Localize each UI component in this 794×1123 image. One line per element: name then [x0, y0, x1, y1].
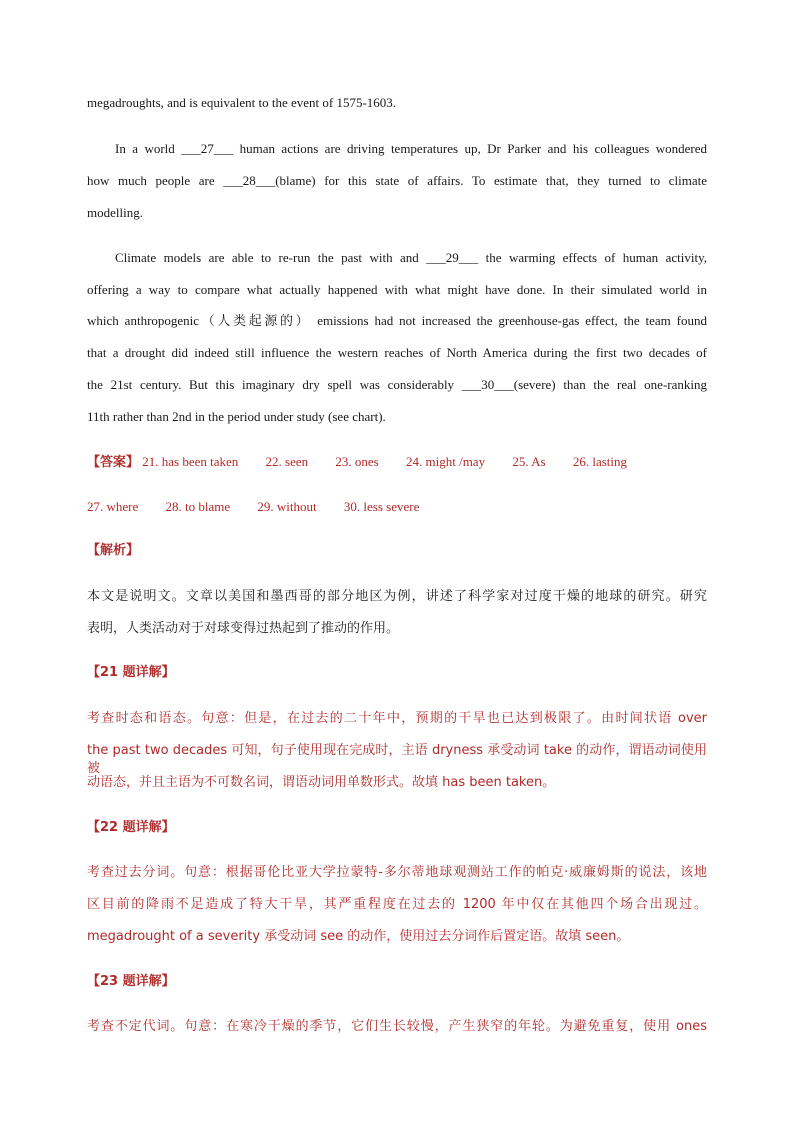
answer-item: 26. lasting: [572, 454, 627, 469]
answer-row-2: [87, 498, 419, 516]
q23-label: 【23 题详解】: [87, 974, 175, 989]
passage-line: modelling.: [87, 205, 143, 220]
analysis-text: 表明，人类活动对于对球变得过热起到了推动的作用。: [87, 621, 400, 636]
q22-text: 考查过去分词。句意：根据哥伦比亚大学拉蒙特-多尔蒂地球观测站工作的帕克·威廉姆斯的说法，该地: [87, 865, 707, 880]
analysis-label: 【解析】: [87, 543, 140, 558]
answer-label: 【答案】: [87, 455, 140, 470]
q22-text: 区目前的降雨不足造成了特大干旱，其严重程度在过去的 1200 年中仅在其他四个场合出现过。: [87, 897, 707, 912]
answer-item: 27. where: [87, 499, 139, 514]
passage-line: megadroughts, and is equivalent to the event of 1575-1603.: [87, 95, 397, 110]
answer-item: 24. might /may: [406, 454, 486, 469]
passage-line: that a drought did indeed still influence the western reaches of North America during the first two decades of: [87, 345, 707, 360]
answer-item: 29. without: [257, 499, 317, 514]
answer-row-1: [87, 453, 627, 472]
answer-item: 21. has been taken: [142, 454, 239, 469]
passage-line: the 21st century. But this imaginary dry spell was considerably ___30___(severe) than the real one-ranking: [87, 377, 707, 392]
passage-line: which anthropogenic（人类起源的） emissions had not increased the greenhouse-gas effect, the team found: [87, 313, 707, 328]
answer-item: 22. seen: [265, 454, 309, 469]
q21-text: 考查时态和语态。句意：但是，在过去的二十年中，预期的干旱也已达到极限了。由时间状语 over: [87, 711, 707, 726]
passage-line: offering a way to compare what actually happened with what might have done. In their simulated world in: [87, 282, 707, 297]
answer-item: 28. to blame: [165, 499, 231, 514]
passage-line: Climate models are able to re-run the past with and ___29___ the warming effects of human activity,: [115, 250, 707, 265]
answer-item: 25. As: [512, 454, 546, 469]
passage-line: In a world ___27___ human actions are driving temperatures up, Dr Parker and his colleagues wondered: [115, 141, 707, 156]
analysis-text: 本文是说明文。文章以美国和墨西哥的部分地区为例，讲述了科学家对过度干燥的地球的研究。研究: [87, 589, 707, 604]
q21-text: the past two decades 可知，句子使用现在完成时，主语 dryness 承受动词 take 的动作，谓语动词使用被: [87, 743, 707, 776]
q23-text: 考查不定代词。句意：在寒冷干燥的季节，它们生长较慢，产生狭窄的年轮。为避免重复，使用 ones: [87, 1019, 707, 1034]
q21-label: 【21 题详解】: [87, 665, 175, 680]
q22-label: 【22 题详解】: [87, 820, 175, 835]
passage-line: how much people are ___28___(blame) for this state of affairs. To estimate that, they turned to climate: [87, 173, 707, 188]
q21-text: 动语态，并且主语为不可数名词，谓语动词用单数形式。故填 has been taken。: [87, 775, 556, 790]
answer-item: 23. ones: [335, 454, 379, 469]
passage-line: 11th rather than 2nd in the period under study (see chart).: [87, 409, 386, 424]
answer-item: 30. less severe: [343, 499, 420, 514]
q22-text: megadrought of a severity 承受动词 see 的动作，使用过去分词作后置定语。故填 seen。: [87, 929, 630, 944]
